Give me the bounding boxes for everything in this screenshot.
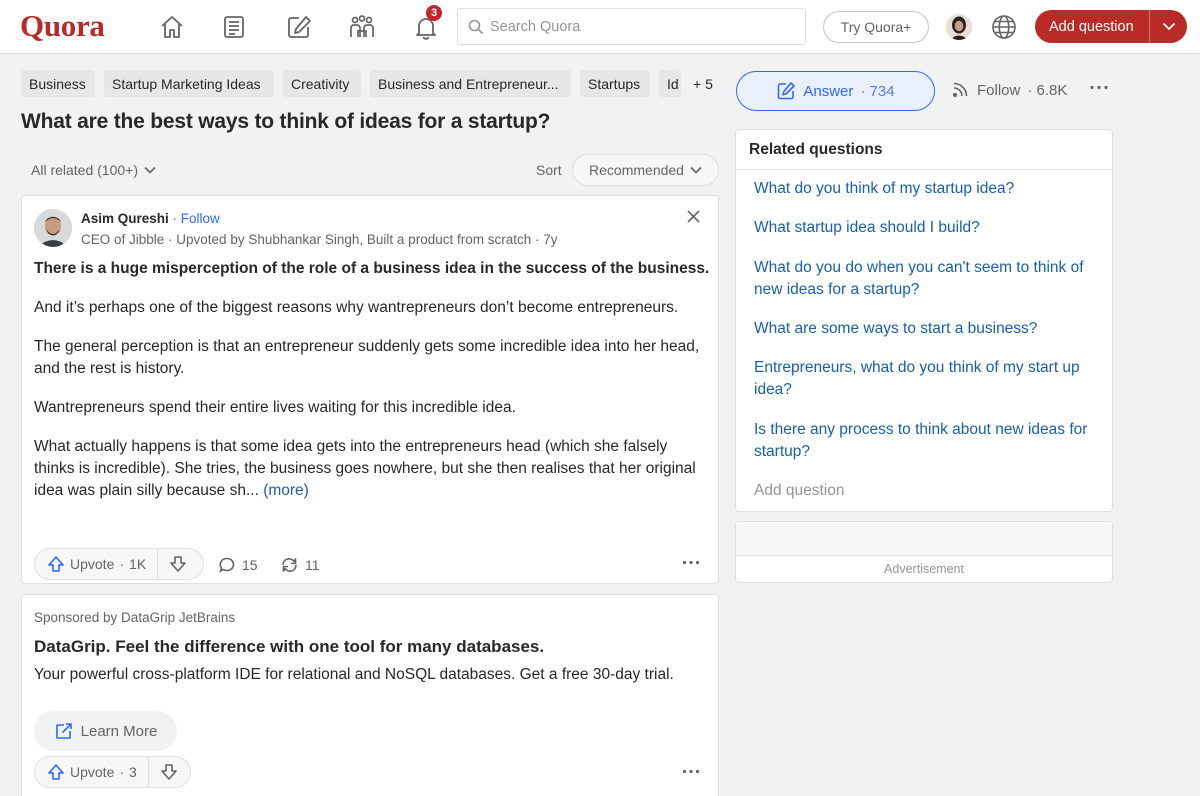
answer-card <box>21 195 719 584</box>
author-name[interactable]: Asim Qureshi <box>81 211 169 226</box>
follow-label: Follow <box>977 81 1021 99</box>
add-question-button[interactable] <box>1035 10 1187 43</box>
vote-control <box>34 548 204 580</box>
upvote-arrow-icon <box>47 555 65 573</box>
reshare-icon <box>280 556 299 574</box>
topic-business-entrepreneur[interactable]: Business and Entrepreneur... <box>370 70 571 97</box>
upvote-button[interactable] <box>35 549 158 579</box>
topic-startups[interactable]: Startups <box>580 70 650 97</box>
topic-startup-marketing-ideas[interactable]: Startup Marketing Ideas <box>104 70 274 97</box>
follow-count: 6.8K <box>1036 81 1068 99</box>
answer-count: 734 <box>869 82 895 100</box>
add-question-label: Add question <box>1049 18 1134 35</box>
top-navbar <box>0 0 1200 54</box>
sponsored-label[interactable]: Sponsored by DataGrip JetBrains <box>34 610 236 625</box>
chevron-down-icon <box>144 166 156 174</box>
spaces-people-icon[interactable] <box>344 9 380 45</box>
sort-value: Recommended <box>589 162 684 178</box>
downvote-button[interactable] <box>149 757 189 787</box>
ad-title[interactable]: DataGrip. Feel the difference with one tool for many databases. <box>34 637 545 656</box>
search-box[interactable] <box>457 8 806 45</box>
answer-lead: There is a huge misperception of the role of a business idea in the success of the business. <box>34 260 710 277</box>
vote-control <box>34 756 191 788</box>
topic-truncated[interactable]: Id <box>659 70 681 97</box>
separator-dot: · <box>119 556 125 572</box>
topic-creativity[interactable]: Creativity <box>283 70 361 97</box>
language-globe-icon[interactable] <box>990 13 1018 41</box>
notifications-bell-icon[interactable] <box>408 9 444 45</box>
topics-more-button[interactable]: + 5 <box>693 75 713 92</box>
answer-pencil-icon <box>776 81 796 101</box>
answer-body[interactable] <box>34 258 710 519</box>
upvote-label: Upvote <box>70 764 115 780</box>
learn-more-label: Learn More <box>80 722 158 740</box>
author-avatar[interactable] <box>34 209 72 247</box>
search-input[interactable] <box>490 19 790 35</box>
related-questions-title: Related questions <box>736 130 1112 170</box>
answer-pencil-icon[interactable] <box>281 9 317 45</box>
upvote-button[interactable] <box>35 757 149 787</box>
upvote-count: 3 <box>129 764 137 780</box>
sort-dropdown[interactable] <box>572 154 719 186</box>
all-related-label: All related (100+) <box>31 162 139 178</box>
external-link-icon <box>54 722 73 741</box>
related-question-link[interactable]: What startup idea should I build? <box>754 219 980 236</box>
separator-dot: · <box>119 764 125 780</box>
advertisement-box <box>735 521 1113 583</box>
related-questions-panel <box>735 129 1113 512</box>
user-avatar[interactable] <box>946 14 972 40</box>
sponsored-card <box>21 594 719 796</box>
try-quora-plus-button[interactable]: Try Quora+ <box>823 11 929 43</box>
following-list-icon[interactable] <box>216 9 252 45</box>
upvote-label: Upvote <box>70 556 115 572</box>
answer-paragraph: The general perception is that an entrepreneur suddenly gets some incredible idea into her head, and the rest is history. <box>34 338 700 377</box>
home-icon[interactable] <box>154 9 190 45</box>
related-question-link[interactable]: What are some ways to start a business? <box>754 320 1038 337</box>
all-related-dropdown[interactable] <box>31 162 156 178</box>
sort-label: Sort <box>536 162 562 178</box>
learn-more-button[interactable] <box>34 711 177 751</box>
related-question-link[interactable]: Is there any process to think about new ideas for startup? <box>754 421 1088 460</box>
answer-count-line: · 734 <box>860 82 895 100</box>
advertisement-slot[interactable] <box>736 522 1112 556</box>
share-count: 11 <box>305 557 320 573</box>
close-icon[interactable] <box>687 210 700 223</box>
answer-last-text: What actually happens is that some idea gets into the entrepreneurs head (which she falsely thinks is incredible). She tries, the business goes nowhere, but she then realises that her original idea was plain silly because sh... <box>34 438 696 499</box>
more-options-icon[interactable] <box>1089 85 1109 90</box>
ad-body[interactable]: Your powerful cross-platform IDE for relational and NoSQL databases. Get a free 30-day trial. <box>34 666 674 683</box>
related-question-link[interactable]: Entrepreneurs, what do you think of my start up idea? <box>754 359 1080 398</box>
read-more-link[interactable]: (more) <box>263 482 309 499</box>
more-options-icon[interactable] <box>682 560 700 565</box>
comment-count: 15 <box>242 557 258 573</box>
author-line <box>81 211 220 226</box>
advertisement-label: Advertisement <box>884 562 964 576</box>
answer-question-button[interactable] <box>736 71 935 111</box>
chevron-down-icon[interactable] <box>1150 22 1187 31</box>
downvote-arrow-icon <box>160 763 178 781</box>
quora-logo[interactable]: Quora <box>20 8 105 43</box>
answer-paragraph: Wantrepreneurs spend their entire lives waiting for this incredible idea. <box>34 399 516 416</box>
search-icon <box>468 19 484 35</box>
follow-rss-icon <box>950 80 970 100</box>
upvote-arrow-icon <box>47 763 65 781</box>
answer-paragraph-truncated <box>34 436 710 502</box>
follow-count-line: · 6.8K <box>1027 81 1068 99</box>
comment-bubble-icon <box>218 556 236 574</box>
follow-author-link[interactable]: Follow <box>180 211 220 226</box>
follow-question-button[interactable] <box>950 80 1067 100</box>
separator-dot: · <box>172 211 181 226</box>
notification-badge: 3 <box>426 5 442 21</box>
answer-label: Answer <box>803 82 854 100</box>
topic-business[interactable]: Business <box>21 70 95 97</box>
question-title: What are the best ways to think of ideas for a startup? <box>21 110 551 133</box>
upvote-count: 1K <box>129 556 147 572</box>
comments-button[interactable] <box>218 556 258 574</box>
downvote-arrow-icon <box>169 555 187 573</box>
share-button[interactable] <box>280 556 320 574</box>
downvote-button[interactable] <box>158 549 198 579</box>
author-credential: CEO of Jibble · Upvoted by Shubhankar Singh, Built a product from scratch · 7y <box>81 232 558 247</box>
answer-paragraph: And it’s perhaps one of the biggest reasons why wantrepreneurs don’t become entrepreneurs. <box>34 299 679 316</box>
add-related-question-link[interactable]: Add question <box>754 482 845 499</box>
more-options-icon[interactable] <box>682 769 700 774</box>
related-question-link[interactable]: What do you think of my startup idea? <box>754 180 1015 197</box>
related-question-link[interactable]: What do you do when you can't seem to think of new ideas for a startup? <box>754 259 1084 298</box>
chevron-down-icon <box>690 166 702 174</box>
